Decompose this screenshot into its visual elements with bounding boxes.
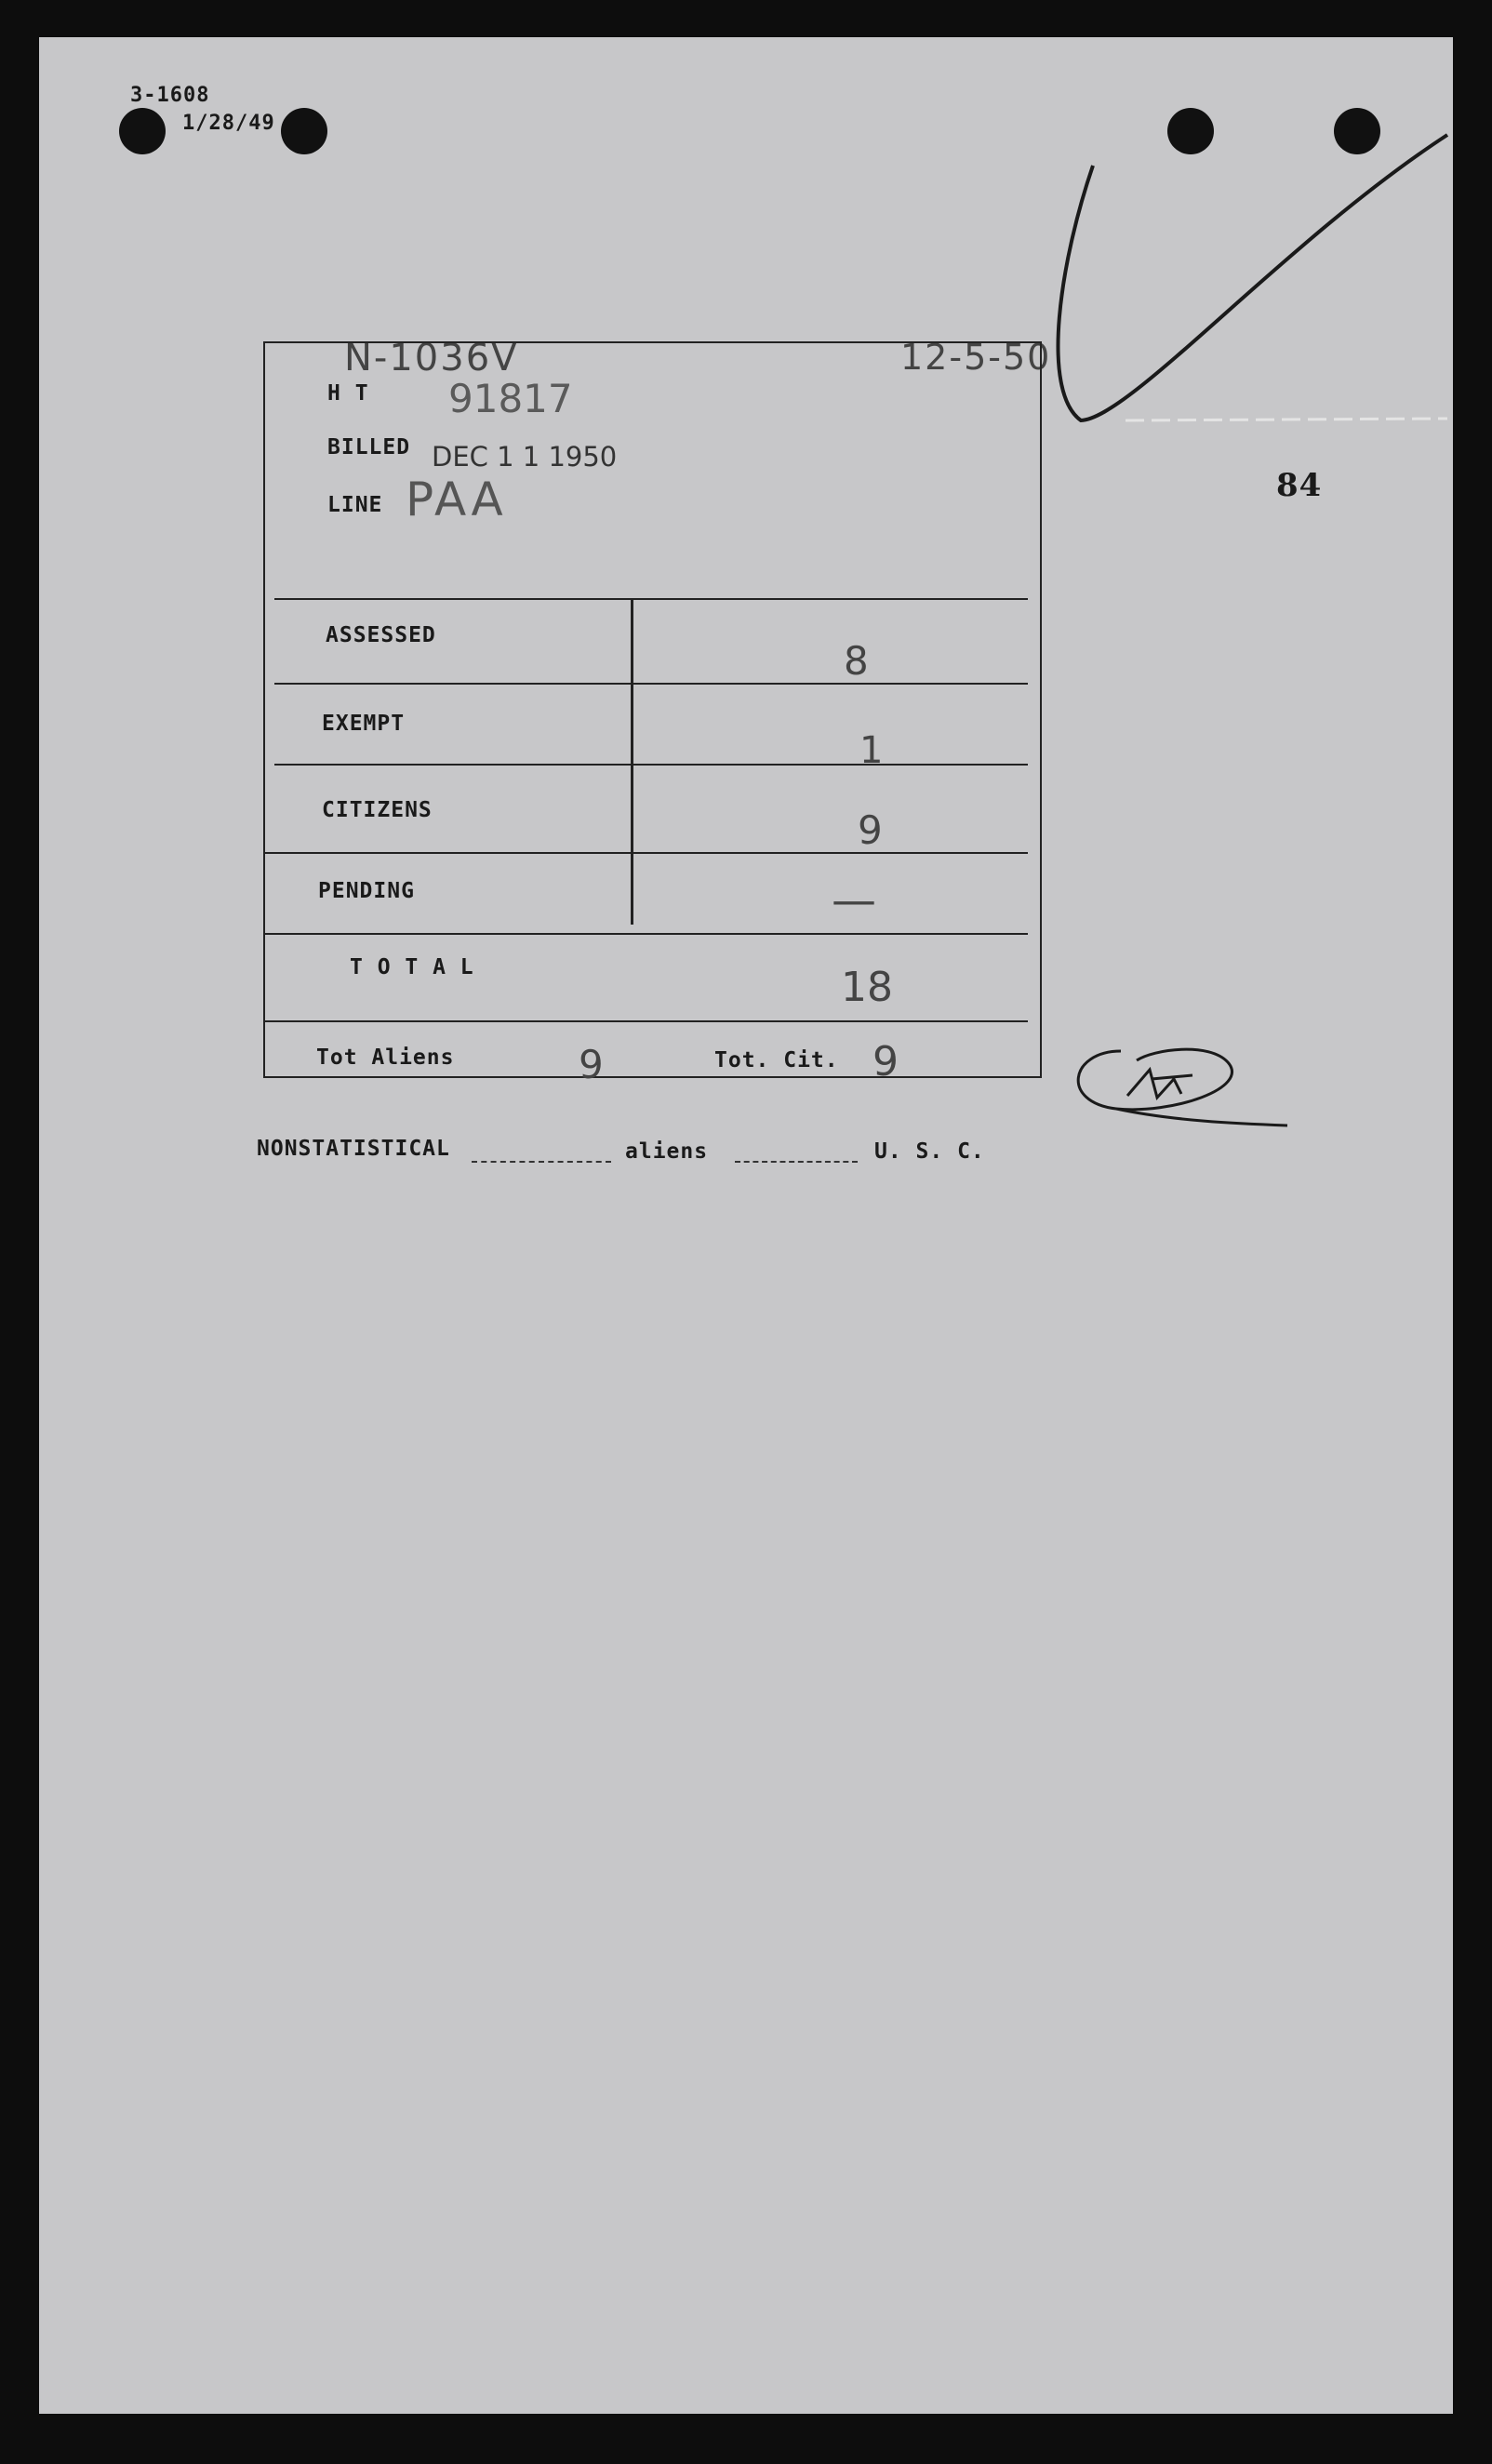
signature-initials (1078, 1049, 1287, 1125)
line-label: LINE (327, 493, 383, 517)
checkmark-stroke (1058, 135, 1447, 420)
aliens-label: aliens (625, 1139, 709, 1164)
tot-aliens-value: 9 (579, 1042, 604, 1087)
citizens-value: 9 (858, 807, 883, 853)
exempt-label: EXEMPT (322, 712, 406, 736)
handwritten-date: 12-5-50 (900, 337, 1052, 378)
tot-cit-label: Tot. Cit. (714, 1048, 839, 1072)
tot-aliens-label: Tot Aliens (316, 1046, 455, 1070)
form-date: 1/28/49 (182, 112, 275, 135)
tear-mark (1126, 419, 1447, 420)
usc-label: U. S. C. (874, 1139, 985, 1164)
pending-value: — (832, 874, 876, 926)
assessed-label: ASSESSED (326, 623, 436, 647)
page-number: 84 (1276, 467, 1323, 504)
nonstatistical-label: NONSTATISTICAL (257, 1137, 450, 1161)
ht-label: H T (327, 381, 369, 406)
ht-number: 91817 (448, 376, 573, 421)
citizens-label: CITIZENS (322, 798, 433, 822)
billed-label: BILLED (327, 435, 411, 460)
pending-label: PENDING (318, 879, 415, 903)
total-value: 18 (841, 964, 893, 1011)
tot-cit-value: 9 (873, 1038, 899, 1085)
billed-date-stamp: DEC 1 1 1950 (432, 441, 618, 473)
exempt-value: 1 (859, 729, 884, 772)
line-value: PAA (406, 473, 507, 526)
form-number: 3-1608 (130, 84, 210, 107)
assessed-value: 8 (844, 638, 869, 684)
file-number: N-1036V (344, 337, 519, 380)
total-label: T O T A L (350, 955, 474, 979)
